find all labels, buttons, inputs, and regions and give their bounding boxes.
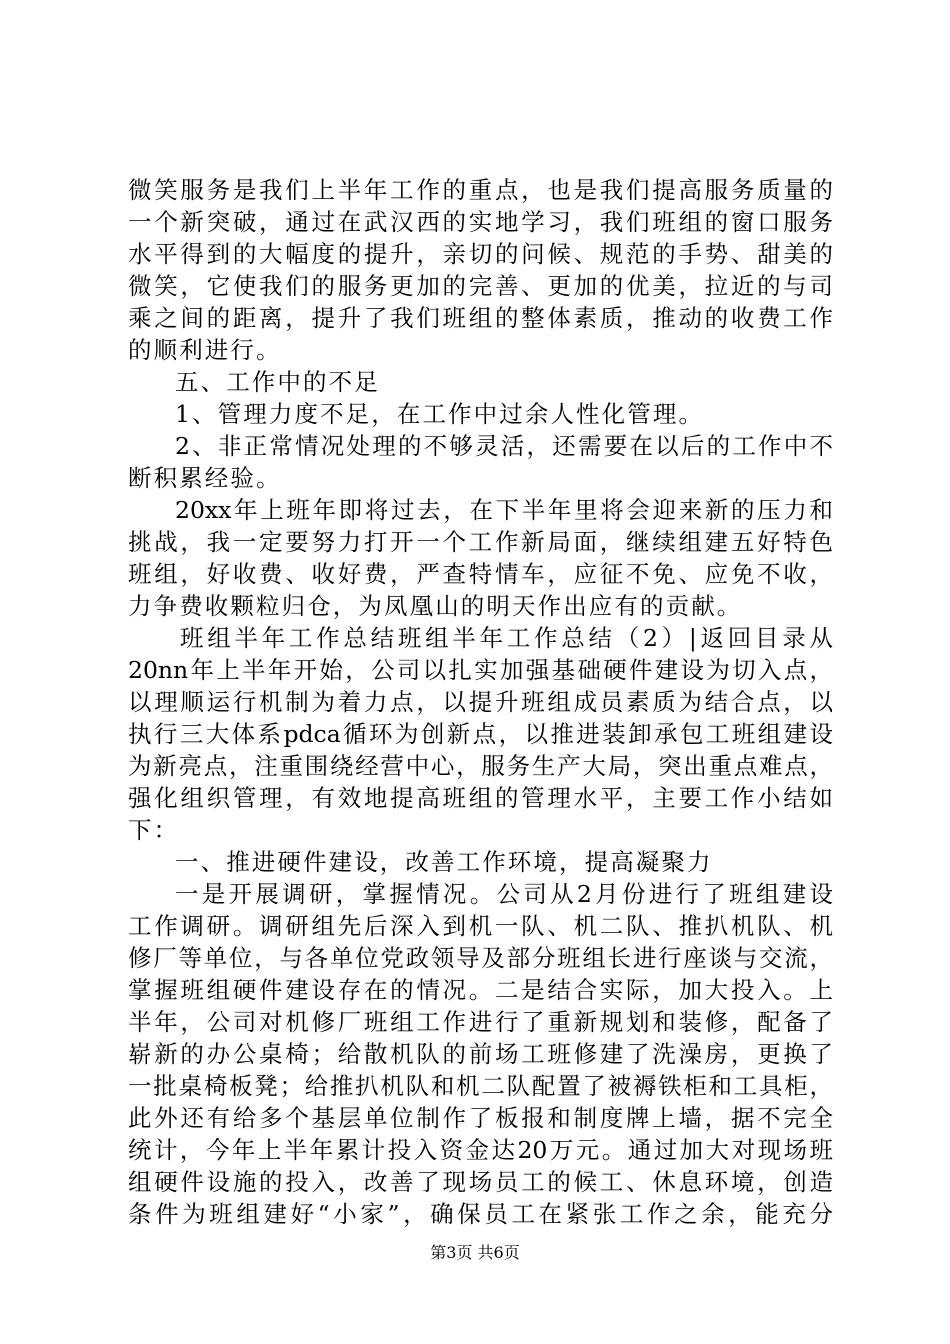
text-line: 力争费收颗粒归仓，为凤凰山的明天作出应有的贡献。 <box>128 592 743 620</box>
text-line: 一是开展调研，掌握情况。公司从2月份进行了班组建设 <box>175 880 833 908</box>
text-line: 统计，今年上半年累计投入资金达20万元。通过加大对现场班 <box>128 1136 833 1164</box>
text-line: 组硬件设施的投入，改善了现场员工的候工、休息环境，创造 <box>128 1168 833 1196</box>
text-line: 班组，好收费、收好费，严查特情车，应征不免、应免不收， <box>128 560 833 588</box>
text-line: 修厂等单位，与各单位党政领导及部分班组长进行座谈与交流， <box>128 944 833 972</box>
text-line: 一批桌椅板凳；给推扒机队和机二队配置了被褥铁柜和工具柜， <box>128 1072 833 1100</box>
page-number: 第3页 共6页 <box>430 1243 520 1262</box>
text-line: 为新亮点，注重围绕经营中心，服务生产大局，突出重点难点， <box>128 752 833 780</box>
text-line: 以理顺运行机制为着力点，以提升班组成员素质为结合点，以 <box>128 688 833 716</box>
text-line: 水平得到的大幅度的提升，亲切的问候、规范的手势、甜美的 <box>128 240 833 268</box>
text-line: 此外还有给多个基层单位制作了板报和制度牌上墙，据不完全 <box>128 1104 833 1132</box>
text-line: 20xx年上班年即将过去，在下半年里将会迎来新的压力和 <box>175 496 833 524</box>
text-line: 微笑，它使我们的服务更加的完善、更加的优美，拉近的与司 <box>128 272 833 300</box>
document-body <box>128 174 833 1230</box>
list-item: 1、管理力度不足，在工作中过余人性化管理。 <box>175 400 705 428</box>
text-line: 崭新的办公桌椅；给散机队的前场工班修建了洗澡房，更换了 <box>128 1040 833 1068</box>
text-line: 强化组织管理，有效地提高班组的管理水平，主要工作小结如 <box>128 784 833 812</box>
text-line: 半年，公司对机修厂班组工作进行了重新规划和装修，配备了 <box>128 1008 833 1036</box>
text-line: 20nn年上半年开始，公司以扎实加强基础硬件建设为切入点， <box>128 656 833 684</box>
section-heading: 一、推进硬件建设，改善工作环境，提高凝聚力 <box>175 848 713 876</box>
text-line: 班组半年工作总结班组半年工作总结（2）|返回目录从 <box>180 624 833 652</box>
text-line: 微笑服务是我们上半年工作的重点，也是我们提高服务质量的 <box>128 176 833 204</box>
text-line: 条件为班组建好“小家”，确保员工在紧张工作之余，能充分 <box>128 1200 833 1228</box>
text-line: 掌握班组硬件建设存在的情况。二是结合实际，加大投入。上 <box>128 976 833 1004</box>
text-line: 一个新突破，通过在武汉西的实地学习，我们班组的窗口服务 <box>128 208 833 236</box>
text-line: 乘之间的距离，提升了我们班组的整体素质，推动的收费工作 <box>128 304 833 332</box>
text-line: 工作调研。调研组先后深入到机一队、机二队、推扒机队、机 <box>128 912 833 940</box>
text-line: 的顺利进行。 <box>128 336 282 364</box>
section-heading: 五、工作中的不足 <box>175 368 380 396</box>
list-item: 2、非正常情况处理的不够灵活，还需要在以后的工作中不 <box>175 432 833 460</box>
text-line: 挑战，我一定要努力打开一个工作新局面，继续组建五好特色 <box>128 528 833 556</box>
text-line: 下： <box>128 816 180 844</box>
text-line: 执行三大体系pdca循环为创新点，以推进装卸承包工班组建设 <box>128 720 833 748</box>
text-line: 断积累经验。 <box>128 464 282 492</box>
